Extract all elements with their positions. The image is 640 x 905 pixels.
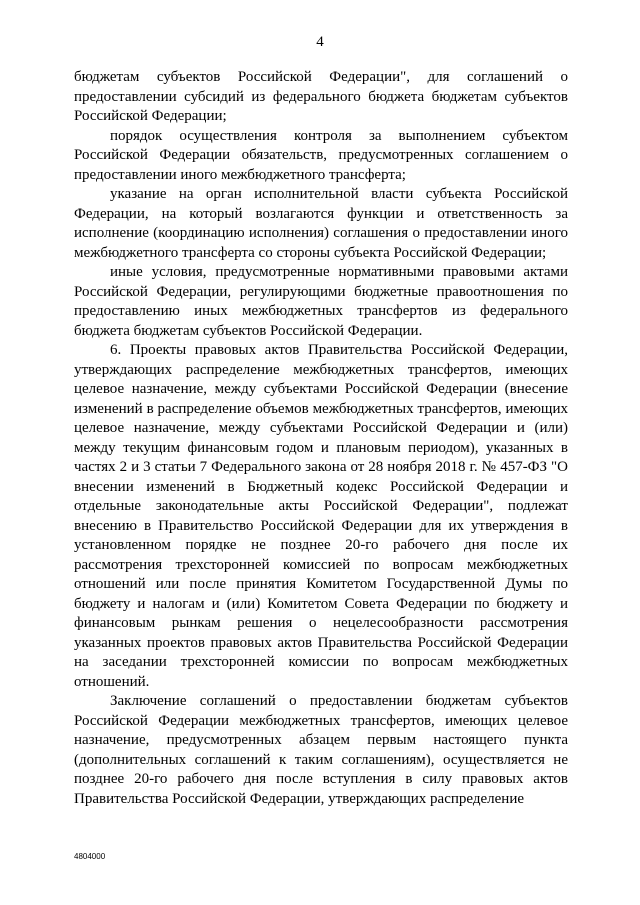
- paragraph-item-6: 6. Проекты правовых актов Правительства Российской Федерации, утверждающих распределение межбюджетных трансфертов, имеющих целевое назначение, между субъектами Российской Федерации (внесение изменений в распределение объемов межбюджетных трансфертов, имеющих целевое назначение, между субъектами Российской Федерации и (или) между текущим финансовым годом и плановым периодом), указанных в частях 2 и 3 статьи 7 Федерального закона от 28 ноября 2018 г. № 457-ФЗ "О внесении изменений в Бюджетный кодекс Российской Федерации и отдельные законодательные акты Российской Федерации", подлежат внесению в Правительство Российской Федерации для их утверждения в установленном порядке не позднее 20-го рабочего дня после их рассмотрения трехсторонней комиссией по вопросам межбюджетных отношений или после принятия Комитетом Государственной Думы по бюджету и налогам и (или) Комитетом Совета Федерации по бюджету и финансовым рынкам решения о нецелесообразности рассмотрения указанных проектов правовых актов Правительства Российской Федерации на заседании трехсторонней комиссии по вопросам межбюджетных отношений.: [74, 342, 568, 690]
- paragraph-control-procedure: порядок осуществления контроля за выполнением субъектом Российской Федерации обязательств, предусмотренных соглашением о предоставлении иного межбюджетного трансферта;: [74, 127, 568, 183]
- page-number: 4: [316, 34, 324, 50]
- paragraph-other-conditions: иные условия, предусмотренные нормативными правовыми актами Российской Федерации, регулирующими бюджетные правоотношения по предоставлению иных межбюджетных трансфертов из федерального бюджета бюджетам субъектов Российской Федерации.: [74, 264, 568, 339]
- document-code: 4804000: [74, 852, 106, 861]
- paragraph-executive-authority: указание на орган исполнительной власти субъекта Российской Федерации, на который возлагаются функции и ответственность за исполнение (координацию исполнения) соглашения о предоставлении иного межбюджетного трансферта со стороны субъекта Российской Федерации;: [74, 186, 568, 261]
- page-body: [74, 68, 568, 809]
- paragraph-agreements-conclusion: Заключение соглашений о предоставлении бюджетам субъектов Российской Федерации межбюджетных трансфертов, имеющих целевое назначение, предусмотренных абзацем первым настоящего пункта (дополнительных соглашений к таким соглашениям), осуществляется не позднее 20-го рабочего дня после вступления в силу правовых актов Правительства Российской Федерации, утверждающих распределение: [74, 693, 568, 807]
- paragraph-continuation: бюджетам субъектов Российской Федерации", для соглашений о предоставлении субсидий из федерального бюджета бюджетам субъектов Российской Федерации;: [74, 69, 568, 124]
